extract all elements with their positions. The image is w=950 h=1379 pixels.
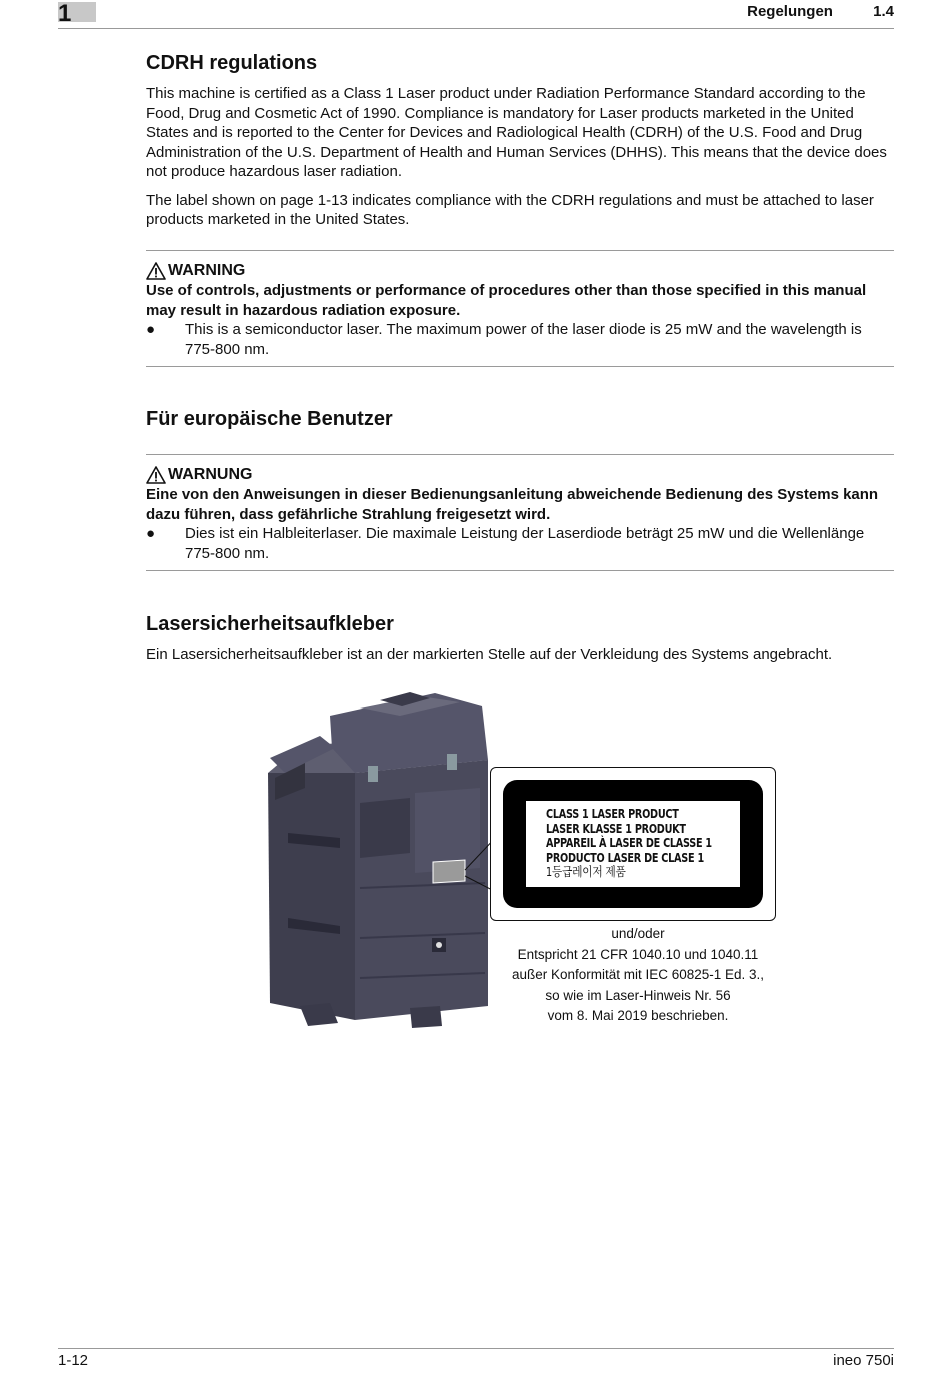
caption-line-4: so wie im Laser-Hinweis Nr. 56 — [545, 987, 731, 1003]
cdrh-paragraph-1: This machine is certified as a Class 1 Laser product under Radiation Performance Standard according to the Food, Drug and Cosmetic Act of 1990. Compliance is mandatory for Laser products marketed in the United States and is reported to the Center for Devices and Radiological Health (CDRH) of the U.S. Food and Drug Administration of the U.S. Department of Health and Human Services (DHHS). This means that the device does not produce hazardous laser radiation. — [146, 85, 887, 180]
laser-label-text-area — [526, 801, 740, 887]
cdrh-warning-block — [146, 261, 894, 359]
laser-label-callout — [490, 767, 776, 921]
footer-rule — [58, 1348, 894, 1349]
warning-triangle-icon — [146, 262, 166, 280]
cdrh-paragraph-2: The label shown on page 1-13 indicates compliance with the CDRH regulations and must be attached to laser products marketed in the United States. — [146, 191, 874, 228]
section-title: Regelungen — [747, 3, 833, 20]
cdrh-heading: CDRH regulations — [146, 52, 318, 74]
warnung-rule-bottom — [146, 570, 894, 571]
warning-rule-top — [146, 250, 894, 251]
section-number: 1.4 — [873, 3, 894, 20]
eu-warning-title — [146, 465, 894, 485]
warning-rule-bottom — [146, 366, 894, 367]
cdrh-warning-label: WARNING — [168, 262, 246, 279]
label-line-2: LASER KLASSE 1 PRODUKT — [546, 820, 686, 836]
sticker-heading: Lasersicherheitsaufkleber — [146, 613, 394, 635]
label-line-4: PRODUCTO LASER DE CLASE 1 — [546, 849, 704, 865]
eu-warning-text: Eine von den Anweisungen in dieser Bedienungsanleitung abweichende Bedienung des Systems kann dazu führen, dass gefährliche Strahlung freigesetzt wird. — [146, 486, 879, 523]
laser-label-frame — [503, 780, 763, 908]
eu-heading: Für europäische Benutzer — [146, 408, 393, 430]
cdrh-warning-title — [146, 261, 894, 281]
running-header — [747, 3, 894, 20]
chapter-number: 1 — [58, 0, 72, 27]
caption-line-5: vom 8. Mai 2019 beschrieben. — [547, 1008, 729, 1023]
caption-line-1: und/oder — [611, 926, 665, 941]
product-name: ineo 750i — [833, 1352, 894, 1369]
eu-bullet-item — [146, 524, 894, 563]
label-line-3: APPAREIL À LASER DE CLASSE 1 — [546, 835, 712, 850]
caption-line-2: Entspricht 21 CFR 1040.10 und 1040.11 — [517, 946, 759, 962]
warning-triangle-icon — [146, 466, 166, 484]
cdrh-warning-text: Use of controls, adjustments or performance of procedures other than those specified in this manual may result in hazardous radiation exposure. — [146, 282, 867, 319]
cdrh-section — [146, 50, 894, 230]
eu-bullet-text: Dies ist ein Halbleiterlaser. Die maximale Leistung der Laserdiode beträgt 25 mW und die Wellenlänge 775-800 nm. — [185, 525, 865, 562]
header-rule — [58, 28, 894, 29]
eu-warning-label: WARNUNG — [168, 466, 253, 483]
eu-warning-block — [146, 465, 894, 563]
sticker-section — [146, 611, 894, 665]
bullet-icon: ● — [146, 321, 156, 338]
page-number: 1-12 — [58, 1352, 89, 1369]
cdrh-bullet-item — [146, 320, 894, 359]
warnung-rule-top — [146, 454, 894, 455]
cdrh-bullet-text: This is a semiconductor laser. The maximum power of the laser diode is 25 mW and the wavelength is 775-800 nm. — [185, 321, 862, 358]
caption-line-3: außer Konformität mit IEC 60825-1 Ed. 3., — [511, 967, 765, 982]
label-line-1: CLASS 1 LASER PRODUCT — [546, 806, 679, 821]
bullet-icon: ● — [146, 525, 156, 542]
label-line-5: 1등급레이저 제품 — [546, 864, 626, 879]
sticker-paragraph: Ein Lasersicherheitsaufkleber ist an der markierten Stelle auf der Verkleidung des Systems angebracht. — [146, 646, 833, 663]
label-caption — [500, 924, 776, 1027]
eu-section — [146, 406, 894, 432]
